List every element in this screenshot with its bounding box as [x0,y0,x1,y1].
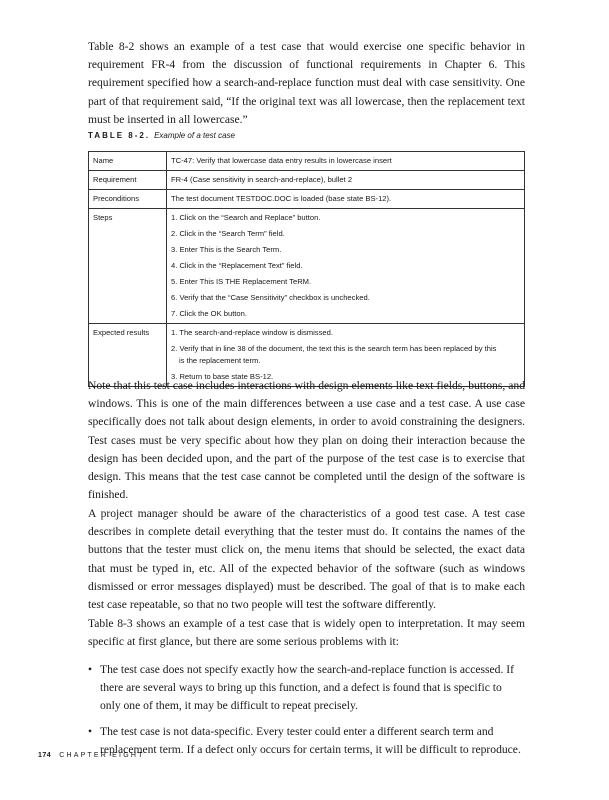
paragraph-table-8-3: Table 8-3 shows an example of a test case that is widely open to interpretation. It may seem specific at first glance, but there are some serious problems with it: [88,617,525,649]
step-item: 3. Enter This is the Search Term. [171,245,282,254]
table-caption-title: Example of a test case [154,131,236,140]
expected-list [171,327,520,383]
expected-item: 1. The search-and-replace window is dismissed. [171,328,333,337]
requirement-value: FR-4 (Case sensitivity in search-and-replace), bullet 2 [167,171,525,190]
list-item-text: The test case is not data-specific. Every tester could enter a different search term and replacement term. If a defect only occurs for certain terms, it will be difficult to reproduce. [100,724,521,756]
table-row [89,209,525,324]
list-item [88,661,525,716]
expected-item-continuation: is the replacement term. [179,356,261,365]
page-footer [38,752,145,759]
intro-paragraph: Table 8-2 shows an example of a test case that would exercise one specific behavior in requirement FR-4 from the discussion of functional requirements in Chapter 6. This requirement specified how a search-and-replace function must deal with case sensitivity. One part of that requirement said, “If the original text was all lowercase, then the replacement text must be inserted in all lowercase.” [88,40,525,126]
step-item: 2. Click in the “Search Term” field. [171,229,285,238]
step-item: 5. Enter This IS THE Replacement TeRM. [171,277,312,286]
test-case-table [88,151,525,387]
bullet-icon: • [88,724,93,738]
name-value: TC-47: Verify that lowercase data entry results in lowercase insert [167,152,525,171]
steps-cell [167,209,525,324]
name-label: Name [89,152,167,171]
page-number: 174 [38,752,52,759]
step-item: 7. Click the OK button. [171,309,247,318]
steps-list [171,212,520,320]
paragraph-design-elements: Note that this test case includes interactions with design elements like text fields, buttons, and windows. This is one of the main differences between a use case and a test case. A use case specifically does not talk about design elements, in order to avoid constraining the designers. Test cases must be very specific about how they plan on doing their interaction because the design has been decided upon, and the part of the purpose of the test case is to exercise that design. This means that the test case cannot be completed until the design of the software is finished. [88,379,525,502]
table-row [89,152,525,171]
expected-item: 3. Return to base state BS-12. [171,372,274,381]
table-row [89,171,525,190]
chapter-label: CHAPTER EIGHT [59,752,145,759]
preconditions-label: Preconditions [89,190,167,209]
steps-label: Steps [89,209,167,324]
step-item: 1. Click on the “Search and Replace” button. [171,213,321,222]
paragraph-good-test-case: A project manager should be aware of the characteristics of a good test case. A test case describes in complete detail everything that the tester must do. It contains the names of the buttons that the tester must click on, the menu items that should be selected, the exact data that must be typed in, etc. All of the expected behavior of the software (such as windows dismissed or error messages displayed) must be described. The goal of that is to make each test case repeatable, so that no two people will test the software differently. [88,507,525,612]
table-caption [88,131,235,140]
table-caption-label: TABLE 8-2. [88,131,151,140]
bullet-icon: • [88,663,93,676]
preconditions-value: The test document TESTDOC.DOC is loaded (base state BS-12). [167,190,525,209]
list-item-text: The test case does not specify exactly how the search-and-replace function is accessed. If there are several ways to bring up this function, and a defect is found that is specific to only one of them, it may be difficult to repeat precisely. [100,663,514,713]
problem-list [88,661,525,766]
list-item [88,723,525,759]
step-item: 6. Verify that the “Case Sensitivity” checkbox is unchecked. [171,293,370,302]
step-item: 4. Click in the “Replacement Text” field. [171,261,303,270]
table-row [89,190,525,209]
expected-label: Expected results [89,324,167,387]
expected-item-line: 2. Verify that in line 38 of the document, the text this is the search term has been replaced by this [171,344,497,353]
expected-item [171,343,520,367]
requirement-label: Requirement [89,171,167,190]
